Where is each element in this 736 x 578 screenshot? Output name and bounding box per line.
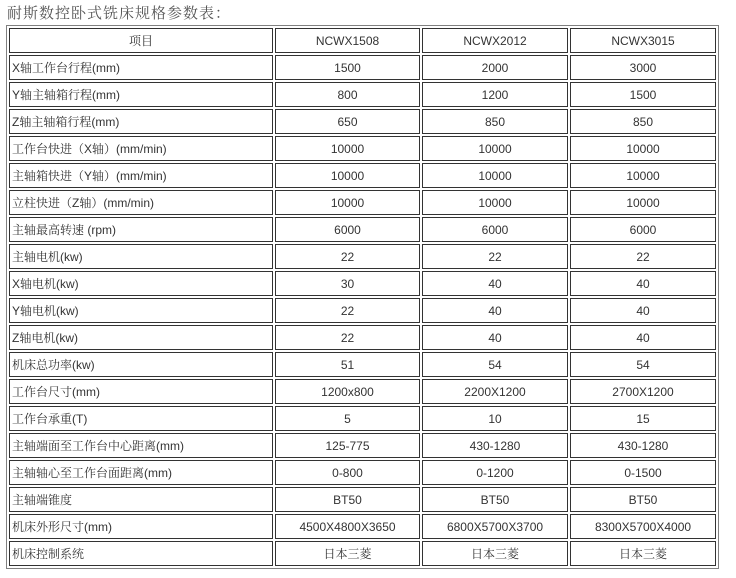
page-title: 耐斯数控卧式铣床规格参数表： [7, 4, 232, 22]
table-row [9, 136, 716, 161]
spec-value-cell: 10000 [422, 190, 568, 215]
spec-value-cell: 10000 [570, 190, 716, 215]
table-row [9, 406, 716, 431]
table-row [9, 460, 716, 485]
spec-value-cell: BT50 [422, 487, 568, 512]
table-row [9, 244, 716, 269]
spec-value-cell: 5 [275, 406, 420, 431]
spec-value-cell: 22 [275, 244, 420, 269]
spec-table-body [9, 28, 716, 566]
spec-value-cell: 3000 [570, 55, 716, 80]
spec-value-cell: 22 [570, 244, 716, 269]
spec-value-cell: 30 [275, 271, 420, 296]
spec-value-cell: 650 [275, 109, 420, 134]
table-row [9, 217, 716, 242]
spec-name-cell: 工作台尺寸(mm) [9, 379, 273, 404]
table-row [9, 352, 716, 377]
spec-value-cell: 日本三菱 [570, 541, 716, 566]
spec-value-cell: 0-1500 [570, 460, 716, 485]
spec-value-cell: 22 [422, 244, 568, 269]
table-row [9, 163, 716, 188]
spec-value-cell: 6000 [570, 217, 716, 242]
spec-value-cell: 4500X4800X3650 [275, 514, 420, 539]
spec-value-cell: 6000 [275, 217, 420, 242]
table-row [9, 379, 716, 404]
table-row [9, 109, 716, 134]
header-cell-item: 项目 [9, 28, 273, 53]
spec-value-cell: 10000 [275, 163, 420, 188]
spec-value-cell: 10000 [422, 136, 568, 161]
spec-value-cell: 1500 [275, 55, 420, 80]
table-row [9, 514, 716, 539]
spec-value-cell: 40 [422, 325, 568, 350]
spec-value-cell: 430-1280 [570, 433, 716, 458]
spec-name-cell: Y轴主轴箱行程(mm) [9, 82, 273, 107]
spec-value-cell: 40 [570, 325, 716, 350]
spec-value-cell: 8300X5700X4000 [570, 514, 716, 539]
spec-value-cell: BT50 [275, 487, 420, 512]
spec-name-cell: 机床外形尺寸(mm) [9, 514, 273, 539]
spec-value-cell: 2200X1200 [422, 379, 568, 404]
spec-name-cell: 工作台承重(T) [9, 406, 273, 431]
spec-name-cell: 机床控制系统 [9, 541, 273, 566]
spec-value-cell: 51 [275, 352, 420, 377]
spec-name-cell: 立柱快进（Z轴）(mm/min) [9, 190, 273, 215]
spec-value-cell: 40 [422, 271, 568, 296]
spec-name-cell: X轴工作台行程(mm) [9, 55, 273, 80]
spec-value-cell: 0-800 [275, 460, 420, 485]
table-row [9, 487, 716, 512]
spec-value-cell: 125-775 [275, 433, 420, 458]
table-row [9, 271, 716, 296]
spec-value-cell: 日本三菱 [422, 541, 568, 566]
spec-table [6, 25, 719, 569]
spec-value-cell: 430-1280 [422, 433, 568, 458]
spec-name-cell: 工作台快进（X轴）(mm/min) [9, 136, 273, 161]
spec-name-cell: 主轴端面至工作台中心距离(mm) [9, 433, 273, 458]
spec-name-cell: Z轴主轴箱行程(mm) [9, 109, 273, 134]
spec-value-cell: 2700X1200 [570, 379, 716, 404]
spec-value-cell: 54 [570, 352, 716, 377]
header-cell-model: NCWX1508 [275, 28, 420, 53]
spec-value-cell: BT50 [570, 487, 716, 512]
spec-value-cell: 日本三菱 [275, 541, 420, 566]
spec-value-cell: 6800X5700X3700 [422, 514, 568, 539]
spec-value-cell: 850 [570, 109, 716, 134]
table-header-row [9, 28, 716, 53]
spec-value-cell: 22 [275, 298, 420, 323]
spec-value-cell: 40 [570, 298, 716, 323]
spec-name-cell: Y轴电机(kw) [9, 298, 273, 323]
spec-value-cell: 6000 [422, 217, 568, 242]
spec-name-cell: 主轴端锥度 [9, 487, 273, 512]
table-row [9, 82, 716, 107]
spec-value-cell: 40 [422, 298, 568, 323]
table-row [9, 433, 716, 458]
spec-value-cell: 10 [422, 406, 568, 431]
spec-value-cell: 10000 [275, 136, 420, 161]
table-row [9, 55, 716, 80]
table-row [9, 190, 716, 215]
spec-name-cell: 主轴电机(kw) [9, 244, 273, 269]
spec-value-cell: 22 [275, 325, 420, 350]
spec-value-cell: 2000 [422, 55, 568, 80]
table-row [9, 541, 716, 566]
spec-value-cell: 800 [275, 82, 420, 107]
spec-value-cell: 10000 [275, 190, 420, 215]
header-cell-model: NCWX3015 [570, 28, 716, 53]
spec-value-cell: 15 [570, 406, 716, 431]
spec-name-cell: X轴电机(kw) [9, 271, 273, 296]
header-cell-model: NCWX2012 [422, 28, 568, 53]
spec-name-cell: 机床总功率(kw) [9, 352, 273, 377]
table-row [9, 325, 716, 350]
spec-value-cell: 54 [422, 352, 568, 377]
spec-value-cell: 1200x800 [275, 379, 420, 404]
spec-name-cell: 主轴箱快进（Y轴）(mm/min) [9, 163, 273, 188]
spec-value-cell: 10000 [570, 163, 716, 188]
spec-name-cell: Z轴电机(kw) [9, 325, 273, 350]
spec-name-cell: 主轴最高转速 (rpm) [9, 217, 273, 242]
spec-value-cell: 850 [422, 109, 568, 134]
spec-value-cell: 0-1200 [422, 460, 568, 485]
spec-name-cell: 主轴轴心至工作台面距离(mm) [9, 460, 273, 485]
spec-value-cell: 10000 [570, 136, 716, 161]
spec-value-cell: 10000 [422, 163, 568, 188]
spec-value-cell: 1500 [570, 82, 716, 107]
spec-value-cell: 40 [570, 271, 716, 296]
table-row [9, 298, 716, 323]
spec-value-cell: 1200 [422, 82, 568, 107]
